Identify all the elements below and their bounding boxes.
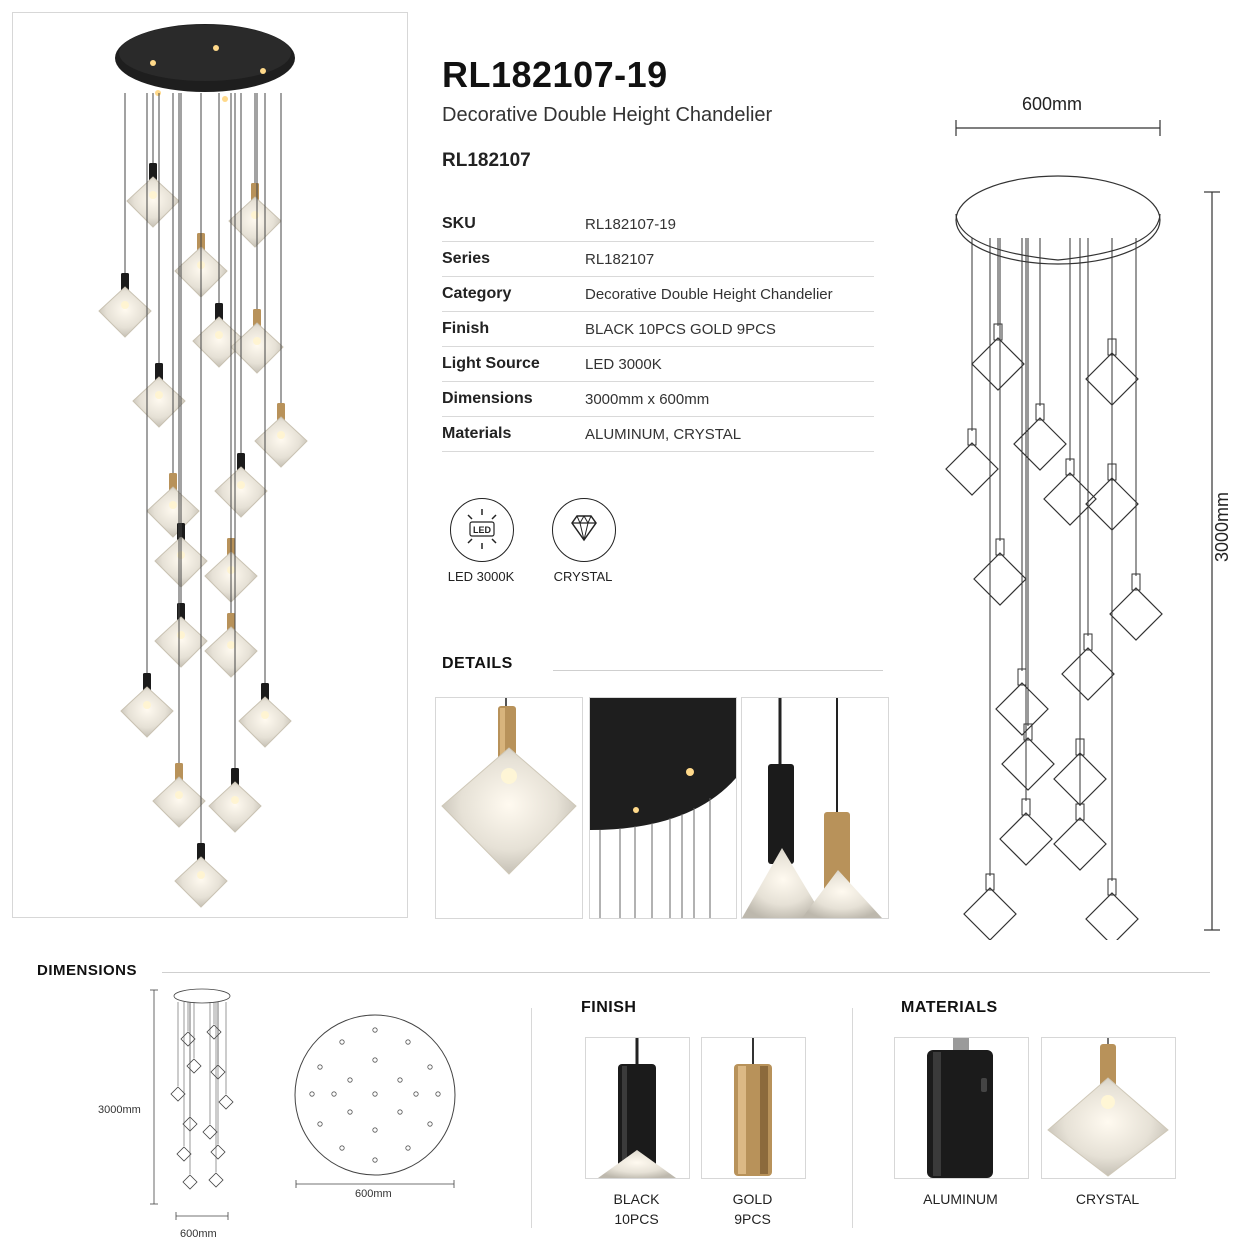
spec-value: 3000mm x 600mm [585,390,710,408]
material-crystal-label: CRYSTAL [1075,1191,1140,1207]
mounting-hole [373,1158,377,1162]
small-pendant [203,1125,217,1139]
finish-heading: FINISH [581,999,637,1016]
finish-swatch-black [585,1037,690,1179]
finish-gold-label [701,1189,804,1229]
spec-row-dimensions [442,382,874,417]
spec-row-light-source [442,347,874,382]
spec-row-series [442,242,874,277]
finish-black-name: BLACK [613,1191,660,1207]
materials-heading: MATERIALS [901,999,998,1016]
mounting-hole [436,1092,440,1096]
drawing-pendant [1062,648,1114,700]
mounting-hole [318,1122,322,1126]
mounting-hole [414,1092,418,1096]
pendant-glow [261,711,269,719]
spec-row-category [442,277,874,312]
detail-photo-canopy [589,697,737,919]
drawing-pendant [996,683,1048,735]
pendant-glow [277,431,285,439]
spec-key: Finish [442,320,490,337]
spec-value: BLACK 10PCS GOLD 9PCS [585,320,776,338]
drawing-width-label: 600mm [1022,94,1083,114]
divider [531,1008,532,1228]
drawing-height-text: 3000mm [1212,491,1232,562]
spec-key: Series [442,250,491,267]
crystal-pendant [147,487,199,537]
spec-value: ALUMINUM, CRYSTAL [585,425,742,443]
details-heading: DETAILS [442,655,513,672]
drawing-pendant [974,553,1026,605]
pendant-glow [215,331,223,339]
led-icon [451,499,513,561]
detail-photo-finishes [741,697,889,919]
led-badge [450,498,514,562]
material-aluminum-label: ALUMINUM [923,1191,998,1207]
small-pendant [177,1147,191,1161]
spec-row-finish [442,312,874,347]
technical-line-drawing [930,110,1220,940]
drawing-pendant [964,888,1016,940]
chandelier-photo [13,13,407,917]
detail-photo-pendant [435,697,583,919]
drawing-pendant [972,338,1024,390]
pendant-glow [231,796,239,804]
pendant-glow [251,211,259,219]
plate-width-label: 600mm [355,1188,392,1200]
finish-gold-qty: 9PCS [734,1211,771,1227]
led-icon-text: LED [473,525,491,535]
pendant-glow [169,501,177,509]
small-width-label: 600mm [180,1228,217,1240]
spec-key: Category [442,285,512,302]
mounting-hole [406,1040,410,1044]
crystal-pendant [215,467,267,517]
drawing-pendant [1110,588,1162,640]
crystal-pendant [231,323,283,373]
small-height-label: 3000mm [98,1104,141,1116]
crystal-pendant [229,197,281,247]
mounting-hole [373,1128,377,1132]
crystal-pendant [133,377,185,427]
spec-table [442,207,874,452]
pendant-glow [253,337,261,345]
spec-row-materials [442,417,874,452]
spec-key: SKU [442,215,476,232]
mounting-hole [340,1040,344,1044]
pendant-glow [227,641,235,649]
mounting-hole [428,1065,432,1069]
finish-gold-name: GOLD [732,1191,773,1207]
drawing-pendant [1086,893,1138,940]
drawing-pendant [1002,738,1054,790]
pendant-glow [149,191,157,199]
crystal-pendant [209,782,261,832]
product-series: RL182107 [442,150,531,171]
spec-key: Dimensions [442,390,533,407]
small-pendant [171,1087,185,1101]
material-swatch-crystal [1041,1037,1176,1179]
pendant-glow [177,631,185,639]
mounting-hole [373,1058,377,1062]
material-swatch-aluminum [894,1037,1029,1179]
small-pendant [207,1025,221,1039]
crystal-pendant [205,627,257,677]
product-title: RL182107-19 [442,54,668,95]
crystal-badge [552,498,616,562]
divider [852,1008,853,1228]
small-pendant [183,1175,197,1189]
small-pendant [219,1095,233,1109]
small-pendant [187,1059,201,1073]
finish-black-label [585,1189,688,1229]
finish-swatch-gold [701,1037,806,1179]
crystal-pendant [239,697,291,747]
crystal-pendant [127,177,179,227]
spec-value: LED 3000K [585,355,662,373]
spec-value: RL182107-19 [585,215,676,233]
pendant-glow [155,391,163,399]
spec-value: RL182107 [585,250,655,268]
dimensions-rule [162,972,1210,973]
pendant-glow [197,871,205,879]
small-side-drawing [148,984,244,1224]
mounting-hole [428,1122,432,1126]
crystal-pendant [175,857,227,907]
spec-key: Materials [442,425,512,442]
small-pendant [211,1145,225,1159]
dimensions-heading: DIMENSIONS [37,962,138,979]
mounting-hole [398,1110,402,1114]
mounting-hole [406,1146,410,1150]
finish-black-qty: 10PCS [614,1211,659,1227]
spec-value: Decorative Double Height Chandelier [585,285,833,303]
crystal-pendant [153,777,205,827]
crystal-badge-label: CRYSTAL [553,569,613,584]
mounting-hole [348,1078,352,1082]
diamond-icon [553,499,615,561]
crystal-pendant [121,687,173,737]
crystal-pendant [99,287,151,337]
mounting-hole [348,1110,352,1114]
mounting-hole [318,1065,322,1069]
mounting-hole [332,1092,336,1096]
mounting-hole [340,1146,344,1150]
crystal-pendant [155,617,207,667]
spec-row-sku [442,207,874,242]
small-pendant [181,1032,195,1046]
details-rule [553,670,883,671]
drawing-pendant [1054,818,1106,870]
mounting-hole [310,1092,314,1096]
mounting-hole [373,1092,377,1096]
pendant-glow [143,701,151,709]
spec-key: Light Source [442,355,540,372]
mounting-hole [373,1028,377,1032]
hero-product-photo [12,12,408,918]
pendant-glow [237,481,245,489]
product-subtitle: Decorative Double Height Chandelier [442,104,773,126]
led-badge-label: LED 3000K [447,569,515,584]
drawing-pendant [1000,813,1052,865]
mounting-hole [398,1078,402,1082]
crystal-pendant [255,417,307,467]
pendant-glow [175,791,183,799]
canopy-plan-drawing [290,1012,460,1194]
small-pendant [209,1173,223,1187]
pendant-glow [121,301,129,309]
